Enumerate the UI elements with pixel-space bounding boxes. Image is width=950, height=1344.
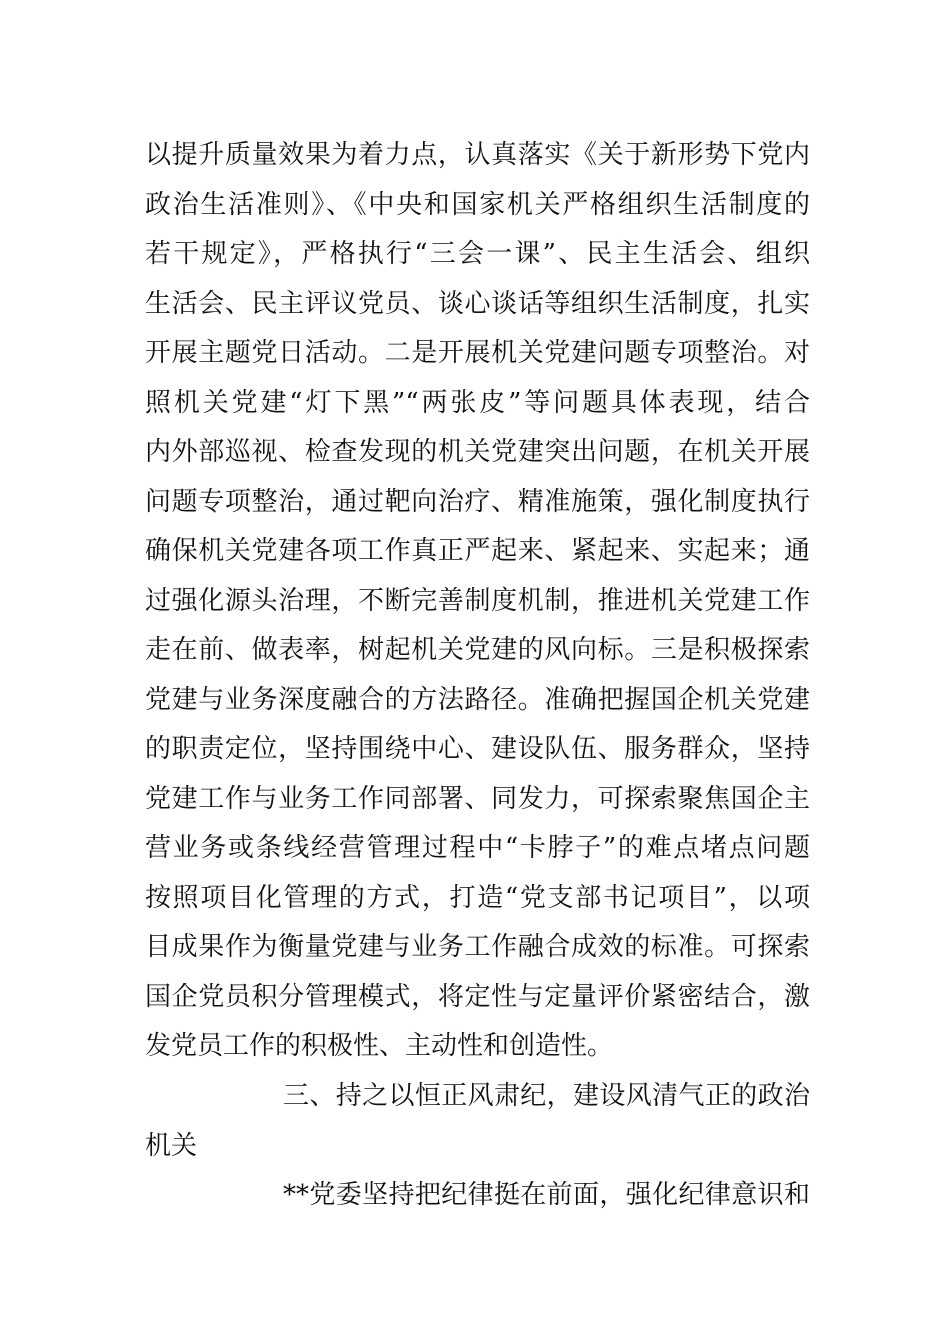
paragraph-line: 照机关党建“灯下黑”“两张皮”等问题具体表现，结合	[145, 387, 810, 418]
paragraph-line: 发党员工作的积极性、主动性和创造性。	[145, 1031, 614, 1061]
paragraph-line: 确保机关党建各项工作真正严起来、紧起来、实起来；通	[145, 536, 810, 566]
paragraph-line: 营业务或条线经营管理过程中“卡脖子”的难点堵点问题	[145, 833, 810, 863]
paragraph-line: **党委坚持把纪律挺在前面，强化纪律意识和	[283, 1180, 810, 1210]
section-heading-line: 机关	[145, 1130, 198, 1161]
paragraph-line: 以提升质量效果为着力点，认真落实《关于新形势下党内	[145, 140, 810, 170]
paragraph-line: 目成果作为衡量党建与业务工作融合成效的标准。可探索	[145, 932, 810, 962]
section-heading-line: 三、持之以恒正风肃纪，建设风清气正的政治	[283, 1081, 810, 1111]
paragraph-line: 党建工作与业务工作同部署、同发力，可探索聚焦国企主	[145, 783, 810, 814]
paragraph-line: 内外部巡视、检查发现的机关党建突出问题，在机关开展	[145, 437, 810, 467]
next-paragraph	[145, 1171, 810, 1221]
paragraph-line: 过强化源头治理，不断完善制度机制，推进机关党建工作	[145, 585, 810, 616]
paragraph-line: 走在前、做表率，树起机关党建的风向标。三是积极探索	[145, 635, 810, 665]
paragraph-line: 开展主题党日活动。二是开展机关党建问题专项整治。对	[145, 338, 810, 368]
paragraph-line: 国企党员积分管理模式，将定性与定量评价紧密结合，激	[145, 981, 810, 1012]
paragraph-line: 问题专项整治，通过靶向治疗、精准施策，强化制度执行	[145, 486, 810, 517]
paragraph-line: 的职责定位，坚持围绕中心、建设队伍、服务群众，坚持	[145, 734, 810, 764]
body-paragraph	[145, 131, 810, 1072]
section-heading	[145, 1072, 810, 1171]
paragraph-line: 政治生活准则》、《中央和国家机关严格组织生活制度的	[145, 189, 810, 220]
paragraph-line: 党建与业务深度融合的方法路径。准确把握国企机关党建	[145, 684, 810, 715]
paragraph-line: 若干规定》，严格执行“三会一课”、民主生活会、组织	[145, 239, 810, 269]
paragraph-line: 按照项目化管理的方式，打造“党支部书记项目”，以项	[145, 882, 810, 913]
paragraph-line: 生活会、民主评议党员、谈心谈话等组织生活制度，扎实	[145, 288, 810, 319]
